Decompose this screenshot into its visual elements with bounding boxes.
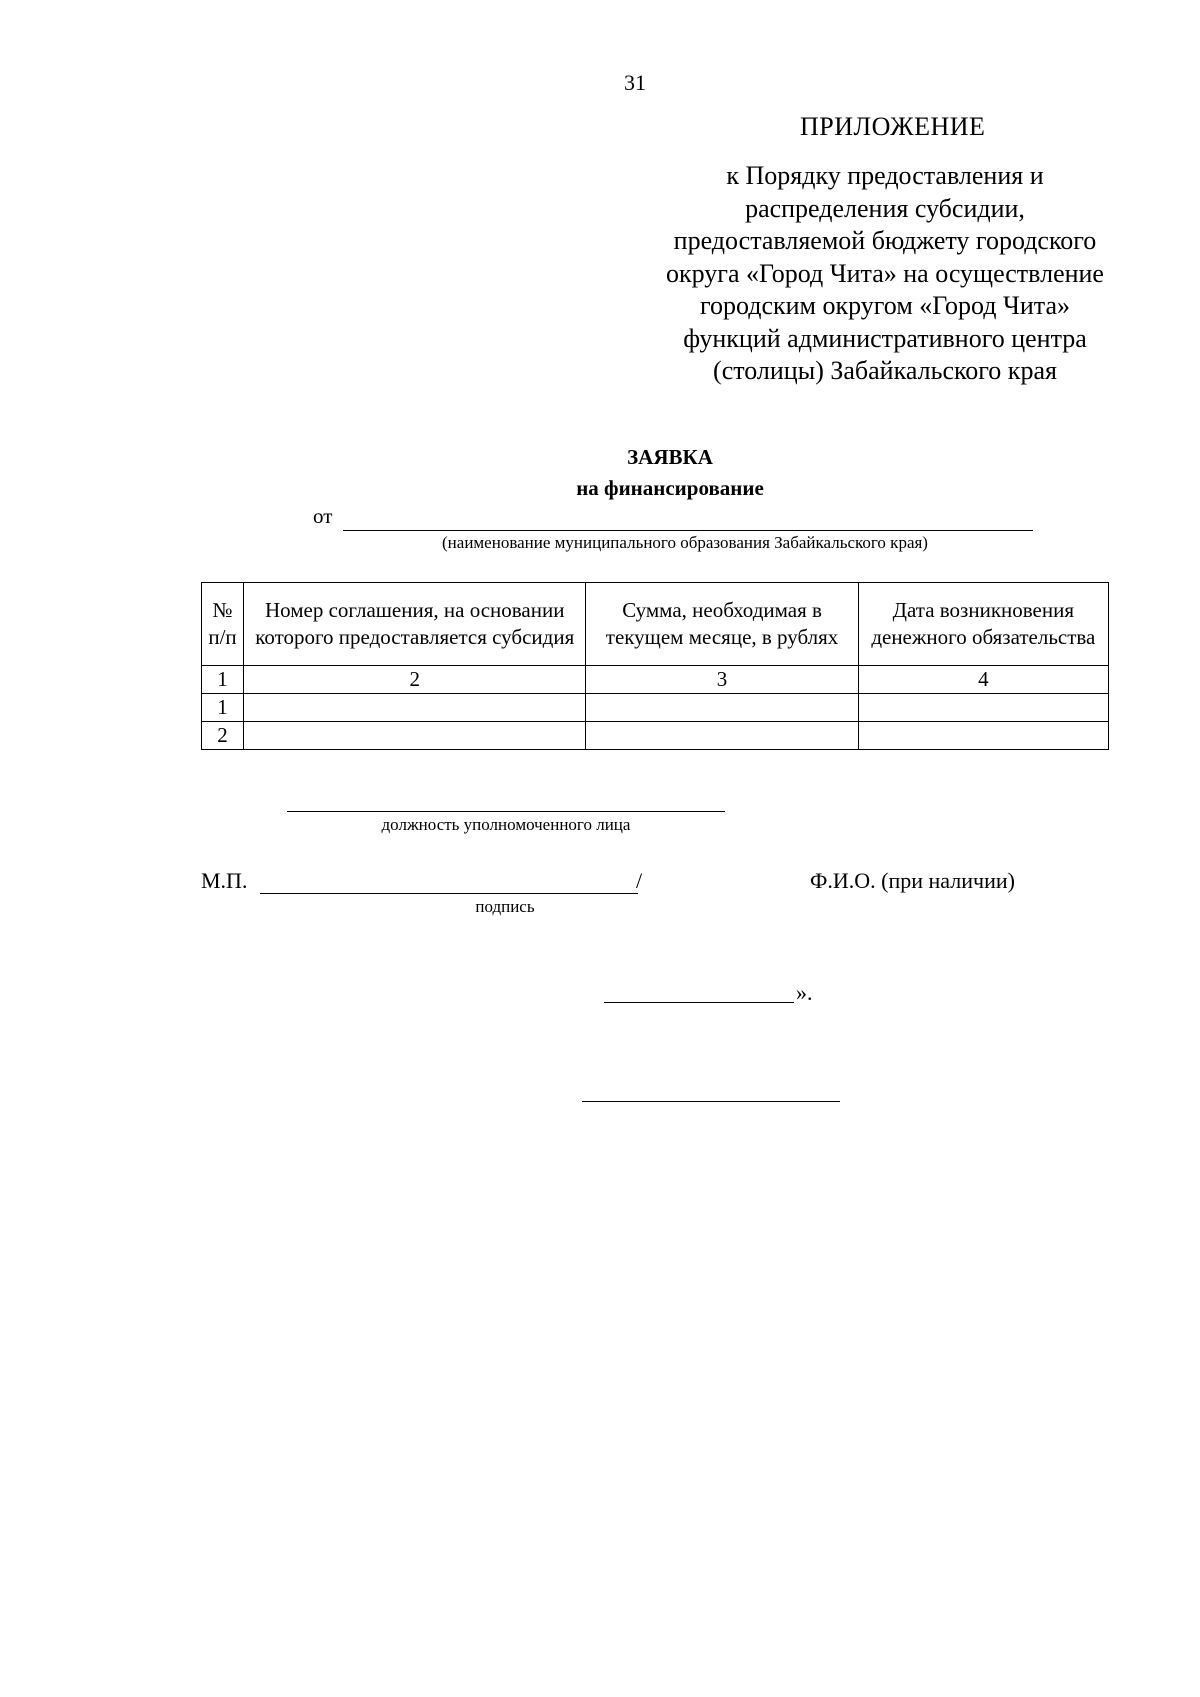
appendix-line: распределения субсидии, <box>745 193 1025 223</box>
table-cell: 1 <box>202 694 244 722</box>
position-fill-line[interactable] <box>287 811 725 812</box>
table-cell: 1 <box>202 666 244 694</box>
signature-slash: / <box>636 868 643 893</box>
page-number: 31 <box>624 70 646 95</box>
closing-quote: ». <box>796 980 813 1005</box>
header-number: № п/п <box>202 583 244 666</box>
table-row <box>202 722 1109 750</box>
form-title: ЗАЯВКА <box>627 445 713 469</box>
table-cell[interactable] <box>586 722 858 750</box>
table-cell: 2 <box>202 722 244 750</box>
table-cell: 2 <box>244 666 586 694</box>
appendix-line: функций административного центра <box>683 323 1087 353</box>
table-cell[interactable] <box>244 694 586 722</box>
stamp-label: М.П. <box>201 868 248 893</box>
table-numbering-row <box>202 666 1109 694</box>
table-cell[interactable] <box>858 694 1108 722</box>
appendix-title: ПРИЛОЖЕНИЕ <box>800 112 986 141</box>
from-label: от <box>313 504 333 528</box>
date-fill-line[interactable] <box>604 1002 794 1003</box>
table-cell: 3 <box>586 666 858 694</box>
signature-fill-line[interactable] <box>260 893 638 894</box>
fio-label: Ф.И.О. (при наличии) <box>810 868 1015 893</box>
appendix-line: предоставляемой бюджету городского <box>673 226 1097 255</box>
table-header-row <box>202 583 1109 666</box>
table-cell[interactable] <box>586 694 858 722</box>
form-subtitle: на финансирование <box>576 476 764 500</box>
table-cell[interactable] <box>244 722 586 750</box>
appendix-line: к Порядку предоставления и <box>726 161 1044 190</box>
from-fill-line[interactable] <box>343 530 1033 531</box>
end-divider <box>582 1101 840 1102</box>
appendix-line: городским округом «Город Чита» <box>699 291 1071 320</box>
funding-table <box>201 582 1109 750</box>
table-cell: 4 <box>858 666 1108 694</box>
appendix-line: (столицы) Забайкальского края <box>713 356 1057 385</box>
signature-caption: подпись <box>475 897 535 916</box>
header-amount: Сумма, необходимая в текущем месяце, в рублях <box>586 583 858 666</box>
table-cell[interactable] <box>858 722 1108 750</box>
header-date: Дата возникновения денежного обязательства <box>858 583 1108 666</box>
header-agreement: Номер соглашения, на основании которого предоставляется субсидия <box>244 583 586 666</box>
appendix-line: округа «Город Чита» на осуществление <box>666 258 1104 288</box>
table-row <box>202 694 1109 722</box>
from-caption: (наименование муниципального образования Забайкальского края) <box>442 533 928 552</box>
appendix-description <box>630 160 1140 388</box>
position-caption: должность уполномоченного лица <box>381 815 631 834</box>
